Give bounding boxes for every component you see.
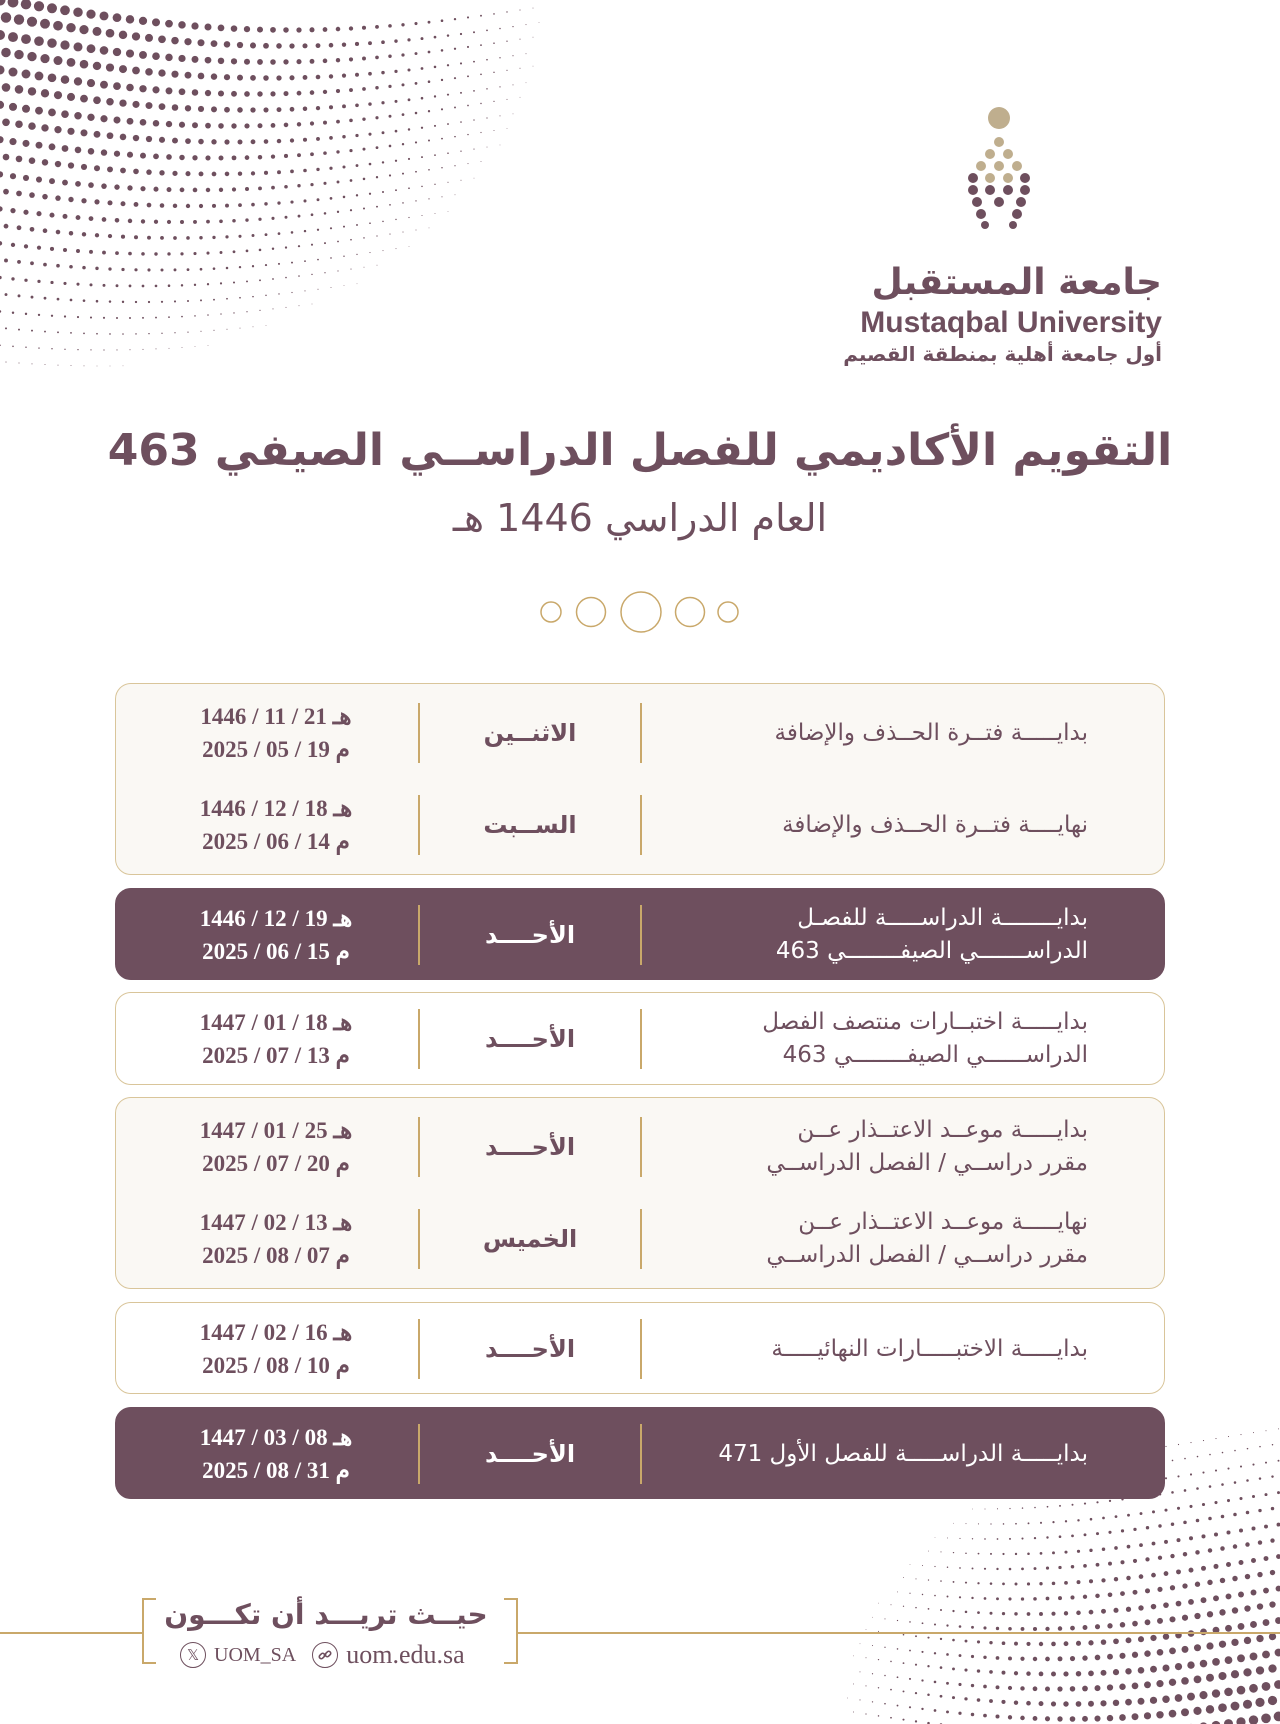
calendar-row [116,1408,1164,1500]
footer-slogan: حيــث تريـــد أن تكـــون [164,1598,488,1631]
column-divider [418,905,420,965]
column-divider [640,1117,642,1177]
calendar-group-withdrawal [115,1097,1165,1289]
column-divider [640,1319,642,1379]
column-divider [418,1117,420,1177]
calendar-row [116,1193,1164,1285]
hijri-date: 1446 / 11 / 21 هـ [200,704,352,729]
gregorian-date: 2025 / 08 / 31 م [202,1458,350,1483]
university-name-arabic: جامعة المستقبل [871,262,1162,303]
gregorian-date: 2025 / 06 / 15 م [202,939,350,964]
footer-divider [0,1632,142,1634]
column-divider [640,905,642,965]
column-divider [418,795,420,855]
x-handle-link[interactable]: UOM_SA [214,1643,297,1666]
footer-bracket-right [504,1598,518,1664]
link-icon[interactable] [312,1642,338,1668]
calendar-row [116,1101,1164,1193]
day-label: الاثنــين [483,719,577,747]
calendar-row [116,1303,1164,1395]
column-divider [640,1209,642,1269]
gregorian-date: 2025 / 06 / 14 م [202,829,350,854]
event-label: بدايـــــة اختبــارات منتصف الفصل الدراســــــي الصيفــــــــي 463 [762,1009,1088,1068]
column-divider [418,1209,420,1269]
date-cell [156,1303,396,1395]
day-label: الأحــــد [484,1335,576,1363]
hijri-date: 1447 / 01 / 18 هـ [199,1010,353,1035]
column-divider [418,1009,420,1069]
gregorian-date: 2025 / 07 / 20 م [202,1151,350,1176]
gregorian-date: 2025 / 07 / 13 م [202,1043,350,1068]
event-label: نهايـــــة موعــد الاعتــذار عــن مقرر دراســي / الفصل الدراســي [766,1209,1088,1268]
calendar-row [116,993,1164,1085]
event-label: بدايـــــة فتــرة الحــذف والإضافة [774,719,1088,746]
footer-contacts [180,1640,465,1670]
calendar-group-next-semester [115,1407,1165,1499]
event-label: بدايــــــــة الدراســـــة للفصـل الدراســـــــي الصيفــــــــي 463 [775,905,1088,964]
date-cell [156,993,396,1085]
decorative-circles-icon [538,588,744,636]
day-label: الأحــــد [484,1440,576,1468]
page-title: التقويم الأكاديمي للفصل الدراســي الصيفي 463 [107,425,1173,476]
hijri-date: 1446 / 12 / 19 هـ [199,906,353,931]
day-label: الخميس [482,1225,578,1253]
hijri-date: 1447 / 03 / 08 هـ [199,1425,353,1450]
calendar-group-midterms [115,992,1165,1085]
page-subtitle: العام الدراسي 1446 هـ [452,496,828,540]
day-label: الأحــــد [484,1133,576,1161]
column-divider [418,1424,420,1484]
date-cell [156,1193,396,1285]
calendar-group-finals [115,1302,1165,1394]
column-divider [640,1009,642,1069]
date-cell [156,687,396,779]
event-label: بدايـــــة موعــد الاعتــذار عــن مقرر دراســي / الفصل الدراســي [766,1117,1088,1176]
event-label: بدايـــــة الاختبـــــارات النهائيـــــة [771,1335,1088,1362]
day-label: الأحــــد [484,921,576,949]
column-divider [640,703,642,763]
date-cell [156,889,396,981]
column-divider [640,795,642,855]
gregorian-date: 2025 / 08 / 10 م [202,1353,350,1378]
hijri-date: 1447 / 02 / 16 هـ [199,1320,353,1345]
column-divider [418,703,420,763]
dot-pattern-top-left [0,0,760,660]
calendar-row [116,889,1164,981]
date-cell [156,779,396,871]
calendar-group-study-start [115,888,1165,980]
calendar-group-add-drop [115,683,1165,875]
gregorian-date: 2025 / 05 / 19 م [202,737,350,762]
event-label: بدايـــــة الدراســـــة للفصل الأول 471 [718,1440,1088,1467]
day-label: الأحــــد [484,1025,576,1053]
website-link[interactable]: uom.edu.sa [346,1640,465,1669]
day-label: الســبت [483,811,577,839]
hijri-date: 1447 / 01 / 25 هـ [199,1118,353,1143]
x-logo-icon[interactable]: 𝕏 [180,1642,206,1668]
event-label: نهايــــة فتــرة الحــذف والإضافة [782,811,1088,838]
date-cell [156,1101,396,1193]
column-divider [418,1319,420,1379]
hijri-date: 1447 / 02 / 13 هـ [199,1210,353,1235]
hijri-date: 1446 / 12 / 18 هـ [199,796,353,821]
footer-divider [518,1632,1280,1634]
calendar-row [116,779,1164,871]
university-tagline: أول جامعة أهلية بمنطقة القصيم [843,342,1162,366]
gregorian-date: 2025 / 08 / 07 م [202,1243,350,1268]
column-divider [640,1424,642,1484]
calendar-row [116,687,1164,779]
date-cell [156,1408,396,1500]
university-name-english: Mustaqbal University [860,306,1162,339]
university-logo-icon [950,100,1050,240]
